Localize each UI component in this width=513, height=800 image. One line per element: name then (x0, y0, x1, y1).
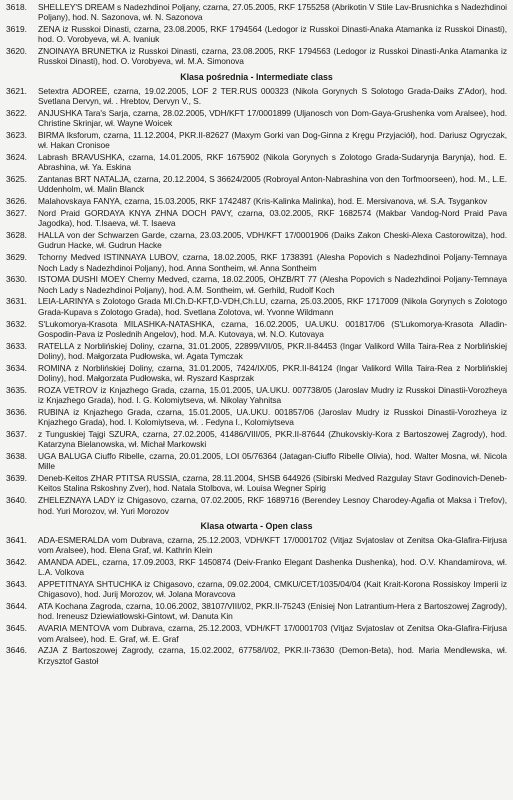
entry-number: 3619. (6, 24, 27, 35)
entry-number: 3632. (6, 318, 27, 329)
entry-number: 3633. (6, 340, 27, 351)
catalog-entry (6, 451, 507, 472)
section-heading: Klasa otwarta - Open class (200, 520, 313, 531)
entry-text: ROMINA z Norblińskiej Doliny, czarna, 31.01.2005, 7424/IX/05, PKR.II-84124 (Ingar Valikord Willa Taira-Rea z Norblińskiej Doliny), hod. Małgorzata Pudłowska, wł. Ryszard Kasprzak (38, 362, 507, 383)
entry-number: 3636. (6, 406, 27, 417)
catalog-entry (6, 230, 507, 251)
entry-number: 3625. (6, 174, 27, 185)
catalog-entry (6, 363, 507, 384)
entry-text: Nord Praid GORDAYA KNYA ZHNA DOCH PAVY, czarna, 03.02.2005, RKF 1682574 (Makbar Vandog-Nord Praid Pava Jagodka), hod. T.Isaeva, wł. T. Isaeva (38, 208, 507, 229)
entry-number: 3635. (6, 384, 27, 395)
entry-number: 3623. (6, 129, 27, 140)
catalog-entry (6, 152, 507, 173)
entry-number: 3641. (6, 534, 27, 545)
entry-number: 3640. (6, 495, 27, 506)
catalog-entry (6, 473, 507, 494)
catalog-entry (6, 208, 507, 229)
catalog-entry (6, 645, 507, 666)
entry-number: 3620. (6, 46, 27, 57)
entry-text: RUBINA iz Knjazhego Grada, czarna, 15.01.2005, UA.UKU. 001857/06 (Jaroslav Mudry iz Russkoi Dinastii-Vorozheya iz Knjazhego Grada), hod. I. Kolomiytseva, wł. . Fedyna I., Kolomiytseva (38, 406, 507, 428)
catalog-entry (6, 601, 507, 622)
catalog-entry (6, 407, 507, 428)
entry-text: BIRMA Iksforum, czarna, 11.12.2004, PKR.II-82627 (Maxym Gorki van Dog-Ginna z Kręgu Przyjaciół), hod. Dariusz Ogryczak, wł. Hakan Cronisoe (38, 129, 507, 151)
entry-text: ROZA VETROV iz Knjazhego Grada, czarna, 15.01.2005, UA.UKU. 007738/05 (Jaroslav Mudry iz Russkoi Dinastii-Vorozheya iz Knjazhego Grada), hod. I. G. Kolomiytseva, wł. Nikolay Yahnitsa (38, 384, 507, 406)
catalog-entry (6, 108, 507, 129)
entry-number: 3645. (6, 623, 27, 634)
entry-text: S'Lukomorya-Krasota MILASHKA-NATASHKA, czarna, 16.02.2005, UA.UKU. 001817/06 (S'Lukomorya-Krasota Alladin-Gospodin-Pava iz Poslednih Angelov), hod. M.A. Kutovaya, wł. N.O. Kutovaya (38, 318, 507, 339)
entry-number: 3618. (6, 2, 27, 12)
entry-number: 3637. (6, 428, 27, 439)
entry-text: ATA Kochana Zagroda, czarna, 10.06.2002, 38107/VIII/02, PKR.II-75243 (Enisiej Non Latrantium-Hera z Bartoszowej Zagrody), hod. Ireneusz Dziewiatłowski-Gintowt, wł. Danuta Kin (38, 601, 507, 622)
entry-text: LEIA-LARINYA s Zolotogo Grada MI.Ch.D-KFT,D-VDH,Ch.LU, czarna, 25.03.2005, RKF 1717009 (Nikola Gorynych s Zolotogo Grada-Kupava s Zolotogo Grada), hod. Svetlana Zolotova, wł. Yvonne Wildmann (38, 296, 507, 317)
entry-number: 3639. (6, 473, 27, 484)
entry-text: Zantanas BRT NATALJA, czarna, 20.12.2004, S 36624/2005 (Robroyal Anton-Nabrashina von den Torfmoorseen), hod. M., L.E. Uddenholm, wł. Malin Blanck (38, 174, 507, 195)
entry-text: APPETITNAYA SHTUCHKA iz Chigasovo, czarna, 09.02.2004, CMKU/CET/1035/04/04 (Kait Krait-Korona Rossiskoy Imperii iz Chigasovo), hod. Jurij Morozov, wł. Jolana Moravcova (38, 579, 507, 600)
entry-text: AMANDA ADEL, czarna, 17.09.2003, RKF 1450874 (Deiv-Franko Elegant Dashenka Dushenka), hod. O.V. Khandamirova, wł. L.A. Volkova (38, 556, 507, 578)
entry-number: 3624. (6, 152, 27, 163)
entry-number: 3621. (6, 85, 27, 96)
entry-text: Setextra ADOREE, czarna, 19.02.2005, LOF 2 TER.RUS 000323 (Nikola Gorynych S Solotogo Grada-Daiks Z'Ador), hod. Svetlana Dervyn, wł. . Hrebtov, Dervyn V., S. (38, 85, 507, 107)
catalog-entry (6, 557, 507, 578)
entry-number: 3626. (6, 196, 27, 207)
catalog-entry (6, 130, 507, 151)
entry-text: z Tunguskiej Tajgi SZURA, czarna, 27.02.2005, 41486/VIII/05, PKR.II-87644 (Zhukovskiy-Kora z Bartoszowej Zagrody), hod. Katarzyna Bielanowska, wł. Michał Markowski (38, 428, 507, 450)
entry-text: RATELLA z Norblińskiej Doliny, czarna, 31.01.2005, 22899/VII/05, PKR.II-84453 (Ingar Valikord Willa Taira-Rea z Norblińskiej Doliny), hod. Małgorzata Pudłowska, wł. Agata Tymczak (38, 340, 507, 361)
catalog-entry (6, 535, 507, 556)
entry-number: 3630. (6, 274, 27, 285)
entry-number: 3644. (6, 601, 27, 612)
entry-text: Tchorny Medved ISTINNAYA LUBOV, czarna, 18.02.2005, RKF 1738391 (Alesha Popovich s Nadezhdinoi Poljany-Temnaya Noch Lady s Nadezhdinoi Poljany), hod. Anna Sontheim, wł. Anna Sontheim (38, 252, 507, 273)
catalog-entry (6, 196, 507, 206)
entry-text: Deneb-Keitos ZHAR PTITSA RUSSIA, czarna, 28.11.2004, SHSB 644926 (Sibirski Medved Razgulay Stavr Godinovich-Deneb-Keitos Stalina Rskoshny Zver), hod. Natala Stolbova, wł. Louisa Wegner Spirig (38, 473, 507, 494)
entry-text: AZJA Z Bartoszowej Zagrody, czarna, 15.02.2002, 67758/I/02, PKR.II-73630 (Demon-Beta), hod. Maria Mendlewska, wł. Krzysztof Gastoł (38, 645, 507, 666)
catalog-entry (6, 252, 507, 273)
entry-text: Malahovskaya FANYA, czarna, 15.03.2005, RKF 1742487 (Kris-Kalinka Malinka), hod. E. Mersivanova, wł. S.A. Tsygankov (38, 196, 488, 207)
catalog-entry (6, 86, 507, 107)
entry-text: ISTOMA DUSHI MOEY Cherny Medved, czarna, 18.02.2005, OHZB/RT 77 (Alesha Popovich s Nadezhdinoi Poljany-Temnaya Noch Lady s Nadezhdinoi Poljany), hod. A.M. Sontheim, wł. Gerhild, Rudolf Koch (38, 274, 507, 295)
catalog-entry (6, 24, 507, 45)
entry-text: UGA BALUGA Ciuffo Ribelle, czarna, 20.01.2005, LOI 05/76364 (Jatagan-Ciuffo Ribelle Olivia), hod. Walter Mosna, wł. Nicola Mille (38, 451, 507, 472)
entry-number: 3638. (6, 451, 27, 462)
catalog-entry (6, 495, 507, 516)
catalog-entry (6, 46, 507, 67)
entry-text: Labrash BRAVUSHKA, czarna, 14.01.2005, RKF 1675902 (Nikola Gorynych s Zolotogo Grada-Sudarynja Barynja), hod. E. Abrashina, wł. Ya. Eskina (38, 152, 507, 173)
catalog-entry (6, 319, 507, 340)
entry-number: 3643. (6, 579, 27, 590)
entry-text: ZHELEZNAYA LADY iz Chigasovo, czarna, 07.02.2005, RKF 1689716 (Berendey Lesnoy Charodey-Agafia ot Maksa i Trefov), hod. Yuri Morozov, wł. Yuri Morozov (38, 495, 507, 516)
catalog-entry (6, 579, 507, 600)
entry-text: HALLA von der Schwarzen Garde, czarna, 23.03.2005, VDH/KFT 17/0001906 (Daiks Zakon Cheski-Alexa Castorowitza), hod. Gudrun Hacke, wł. Gudrun Hacke (38, 230, 507, 251)
entry-number: 3629. (6, 252, 27, 263)
entry-number: 3642. (6, 556, 27, 567)
catalog-entry (6, 296, 507, 317)
catalog-entry (6, 341, 507, 362)
entry-number: 3622. (6, 107, 27, 118)
entry-number: 3631. (6, 296, 27, 307)
entry-number: 3646. (6, 645, 27, 656)
section-heading: Klasa pośrednia - Intermediate class (180, 71, 333, 82)
catalog-entry (6, 429, 507, 450)
entry-text: AVARIA MENTOVA vom Dubrava, czarna, 25.12.2003, VDH/KFT 17/0001703 (Vitjaz Svjatoslav ot Zenitsa Oka-Glafira-Firjusa vom Aralsee), hod. E. Graf, wł. E. Graf (38, 623, 507, 644)
catalog-entry (6, 623, 507, 644)
entry-text: ANJUSHKA Tara's Sarja, czarna, 28.02.2005, VDH/KFT 17/0001899 (Uljanosch von Dom-Gaya-Grushenka vom Aralsee), hod. Christine Skrinjar, wł. Wayne Woicek (38, 107, 507, 129)
catalog-entry (6, 174, 507, 195)
entry-text: ADA-ESMERALDA vom Dubrava, czarna, 25.12.2003, VDH/KFT 17/0001702 (Vitjaz Svjatoslav ot Zenitsa Oka-Glafira-Firjusa vom Aralsee), hod. Elena Graf, wł. Kathrin Klein (38, 534, 507, 556)
catalog-entry (6, 385, 507, 406)
entry-text: ZNOINAYA BRUNETKA iz Russkoi Dinasti, czarna, 23.08.2005, RKF 1794563 (Ledogor iz Russkoi Dinasti-Anka Atamanka iz Russkoi Dinasti), hod. O. Vorobyeva, wł. M.A. Simonova (38, 46, 507, 67)
entry-number: 3628. (6, 230, 27, 241)
catalog-entry (6, 2, 507, 23)
entry-number: 3634. (6, 362, 27, 373)
entry-text: ZENA iz Russkoi Dinasti, czarna, 23.08.2005, RKF 1794564 (Ledogor iz Russkoi Dinasti-Anaka Atamanka iz Russkoi Dinasti), hod. O. Vorobyeva, wł. A. Ivaniuk (38, 24, 507, 45)
entry-text: SHELLEY'S DREAM s Nadezhdinoi Poljany, czarna, 27.05.2005, RKF 1755258 (Abrikotin V Stile Lav-Brusnichka s Nadezhdinoi Poljany), hod. N. Sazonova, wł. N. Sazonova (38, 2, 507, 23)
catalog-entry (6, 274, 507, 295)
entry-number: 3627. (6, 208, 27, 219)
